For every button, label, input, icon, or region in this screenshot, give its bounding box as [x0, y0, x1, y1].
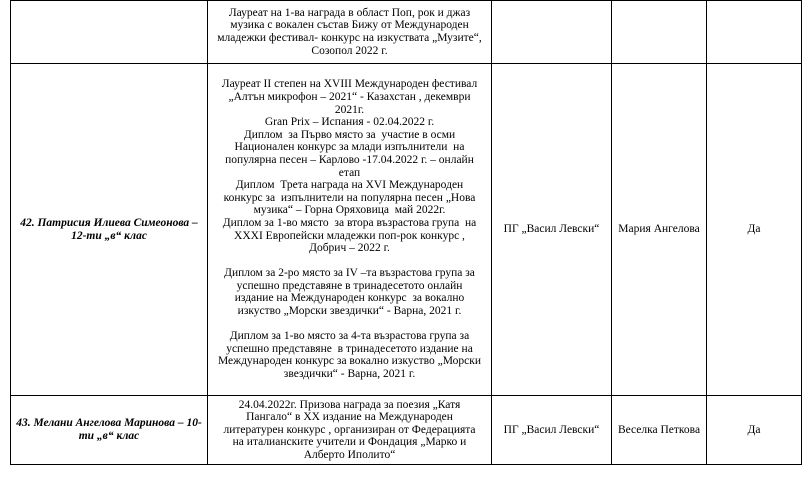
- award-line: издание на Международен конкурс за вокално: [234, 292, 465, 305]
- teacher-cell: [612, 1, 707, 64]
- award-spacer: [210, 318, 489, 331]
- award-line: звездички“ - Варна, 2021 г.: [283, 368, 416, 381]
- award-line: на италианските учители и Фондация „Марко и: [232, 436, 467, 449]
- award-line: Лауреат II степен на XVIII Международен фестивал: [221, 78, 478, 91]
- award-line: конкурс за изпълнители на популярна песен „Нова: [223, 191, 476, 204]
- award-line: младежки фестивал- конкурс на изкуствата „Музите“,: [217, 32, 482, 44]
- award-line: Международен конкурс за вокално изкуство „Морски: [217, 355, 482, 368]
- award-line: Добрич – 2022 г.: [309, 242, 390, 255]
- award-line: Алберто Иполито“: [303, 448, 396, 461]
- award-line: Диплом за 2-ро място за IV –та възрастова група за: [224, 267, 475, 280]
- award-line: Диплом за 1-во място за 4-та възрастова група за: [229, 330, 470, 343]
- table-row: [11, 64, 802, 396]
- award-line: Национален конкурс за млади изпълнители на: [234, 141, 465, 154]
- student-name-cell: 43. Мелани Ангелова Маринова – 10-ти „в“ клас: [11, 396, 208, 465]
- award-line: Пангало“ в XX издание на Международен: [246, 411, 453, 424]
- awards-cell: [208, 1, 492, 64]
- awards-cell: [208, 396, 492, 465]
- award-line: Gran Prix – Испания - 02.04.2022 г.: [264, 116, 435, 129]
- award-line: етап: [338, 166, 361, 179]
- school-cell: ПГ „Васил Левски“: [492, 64, 612, 396]
- school-cell: [492, 1, 612, 64]
- consent-cell: [707, 1, 802, 64]
- table-row: [11, 1, 802, 64]
- award-line: Созопол 2022 г.: [311, 44, 388, 57]
- award-line: музика“ – Горна Оряховица май 2022г.: [253, 204, 446, 217]
- award-line: XXXI Европейски младежки поп-рок конкурс ,: [234, 229, 465, 242]
- award-line: 2021г.: [334, 103, 365, 116]
- award-line: Диплом за Първо място за участие в осми: [243, 128, 456, 141]
- awards-cell: [208, 64, 492, 396]
- award-line: музика с вокален състав Бижу от Международен: [230, 19, 469, 32]
- award-line: популярна песен – Карлово -17.04.2022 г. – онлайн: [225, 153, 474, 166]
- award-line: литературен конкурс , организиран от Федерацията: [223, 423, 476, 436]
- award-line: Диплом за 1-во място за втора възрастова група на: [222, 216, 477, 229]
- award-line: „Алтън микрофон – 2021“ - Казахстан , декември: [228, 90, 471, 103]
- award-line: Диплом Трета награда на XVI Международен: [235, 179, 464, 192]
- award-line: Лауреат на 1-ва награда в област Поп, рок и джаз: [228, 6, 471, 19]
- awards-table-body: [11, 1, 802, 465]
- award-line: успешно представяне в тринадесетото издание на: [226, 342, 473, 355]
- award-line: изкуство „Морски звездички“ - Варна, 2021 г.: [237, 305, 462, 318]
- award-line: 24.04.2022г. Призова награда за поезия „Катя: [238, 398, 461, 411]
- table-row: [11, 396, 802, 465]
- award-line: успешно представяне в тринадесетото онлайн: [236, 279, 463, 292]
- student-name-cell: 42. Патрисия Илиева Симеонова – 12-ти „в“ клас: [11, 64, 208, 396]
- awards-table: [10, 0, 802, 465]
- consent-cell: Да: [707, 64, 802, 396]
- award-spacer: [210, 255, 489, 268]
- teacher-cell: Веселка Петкова: [612, 396, 707, 465]
- teacher-cell: Мария Ангелова: [612, 64, 707, 396]
- student-name-cell: [11, 1, 208, 64]
- consent-cell: Да: [707, 396, 802, 465]
- school-cell: ПГ „Васил Левски“: [492, 396, 612, 465]
